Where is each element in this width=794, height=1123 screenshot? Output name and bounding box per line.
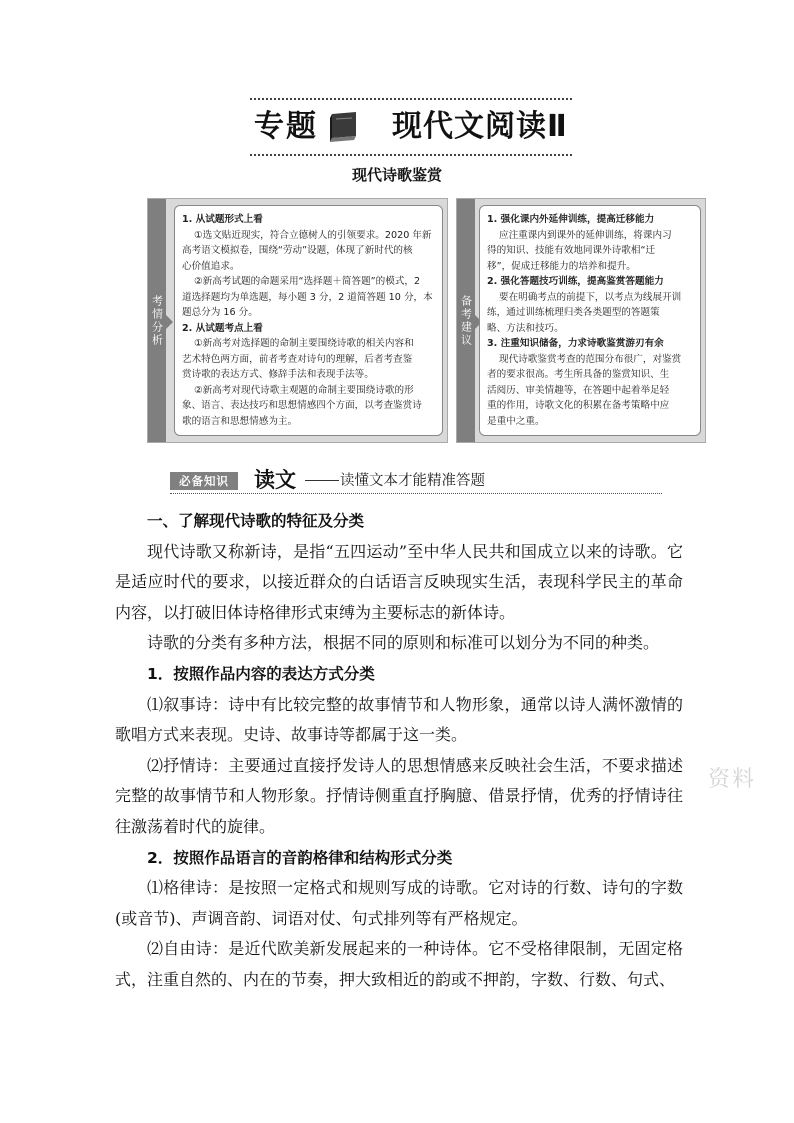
prep-advice-content xyxy=(479,205,701,436)
info-line: 高考语文模拟卷，围绕“劳动”设题，体现了新时代的核 xyxy=(182,245,413,256)
info-line: 现代诗歌鉴赏考查的范围分布很广，对鉴赏 xyxy=(499,353,682,365)
info-line: 心价值追求。 xyxy=(182,260,240,272)
banner-subtitle: 读懂文本才能精准答题 xyxy=(340,473,485,489)
header-prefix: 专题 xyxy=(254,109,318,144)
info-line: 象、语言、表达技巧和思想情感四个方面，以考查鉴赏诗 xyxy=(182,400,422,411)
info-line: ①新高考对选择题的命制主要围绕诗歌的相关内容和 xyxy=(194,338,414,349)
info-line: 歌的语言和思想情感为主。 xyxy=(182,415,298,427)
exam-analysis-content xyxy=(174,205,443,436)
info-heading: 2. 从试题考点上看 xyxy=(182,322,263,334)
paragraph: 现代诗歌又称新诗，是指“五四运动”至中华人民共和国成立以来的诗歌。它是适应时代的要求，以接近群众的白话语言反映现实生活，表现科学民主的革命内容，以打破旧体诗格律形式束缚为主要标志的新体诗。 xyxy=(115,541,683,622)
paragraph: 诗歌的分类有多种方法，根据不同的原则和标准可以划分为不同的种类。 xyxy=(147,633,660,653)
info-line: 道选择题均为单选题，每小题 3 分，2 道简答题 10 分，本 xyxy=(182,291,433,303)
info-heading: 3. 注重知识储备，力求诗歌鉴赏游刃有余 xyxy=(487,338,664,349)
banner-title: 读文 xyxy=(254,468,296,492)
section-banner xyxy=(170,466,662,494)
info-line: 者的要求很高。考生所具备的鉴赏知识、生 xyxy=(487,369,670,380)
header-title: 现代文阅读Ⅱ xyxy=(392,109,568,144)
exam-analysis-label: 考情分析 xyxy=(148,199,166,442)
paragraph: ⑵自由诗：是近代欧美新发展起来的一种诗体。它不受格律限制，无固定格式，注重自然的、内在的节奏，押大致相近的韵或不押韵，字数、行数、句式、 xyxy=(115,939,683,989)
info-line: 应注重课内到课外的延伸训练，将课内习 xyxy=(499,229,672,241)
info-line: 得的知识、技能有效地同课外诗歌相“迁 xyxy=(487,245,656,256)
prep-advice-label: 备考建议 xyxy=(457,199,475,442)
banner-tag: 必备知识 xyxy=(170,472,238,490)
book-icon xyxy=(326,110,360,144)
prep-advice-box xyxy=(456,198,706,443)
exam-analysis-box xyxy=(147,198,448,443)
page-header xyxy=(250,98,572,156)
paragraph: ⑴叙事诗：诗中有比较完整的故事情节和人物形象，通常以诗人满怀激情的歌唱方式来表现。史诗、故事诗等都属于这一类。 xyxy=(115,694,683,745)
info-line: 略、方法和技巧。 xyxy=(487,322,564,334)
page-subtitle: 现代诗歌鉴赏 xyxy=(351,166,442,184)
banner-divider xyxy=(170,493,662,494)
info-heading: 1. 强化课内外延伸训练，提高迁移能力 xyxy=(487,214,655,225)
banner-dash xyxy=(305,480,339,481)
info-heading: 2. 强化答题技巧训练，提高鉴赏答题能力 xyxy=(487,276,664,287)
article-body xyxy=(115,506,683,996)
info-line: 移”，促成迁移能力的培养和提升。 xyxy=(487,260,636,272)
subsection-heading: 1．按照作品内容的表达方式分类 xyxy=(147,664,375,683)
info-line: 重的作用，诗歌文化的积累在备考策略中应 xyxy=(487,400,670,411)
arrow-right-icon xyxy=(166,315,173,329)
info-line: 活阅历、审美情趣等，在答题中起着举足轻 xyxy=(487,384,670,396)
section-heading: 一、了解现代诗歌的特征及分类 xyxy=(147,512,365,530)
info-line: 是重中之重。 xyxy=(487,415,545,427)
info-line: ②新高考对现代诗歌主观题的命制主要围绕诗歌的形 xyxy=(194,384,414,396)
info-heading: 1. 从试题形式上看 xyxy=(182,214,263,225)
subsection-heading: 2．按照作品语言的音韵格律和结构形式分类 xyxy=(147,848,453,867)
info-line: 赏诗歌的表达方式、修辞手法和表现手法等。 xyxy=(182,369,374,380)
info-line: 题总分为 16 分。 xyxy=(182,307,258,318)
info-line: ②新高考试题的命题采用“选择题＋简答题”的模式，2 xyxy=(194,276,421,287)
info-line: ①选文贴近现实，符合立德树人的引领要求。2020 年新 xyxy=(194,229,432,241)
paragraph: ⑴格律诗：是按照一定格式和规则写成的诗歌。它对诗的行数、诗句的字数(或音节)、声调音韵、词语对仗、句式排列等有严格规定。 xyxy=(115,878,683,928)
watermark: 资料 xyxy=(708,767,757,792)
info-line: 练，通过训练梳理归类各类题型的答题策 xyxy=(487,307,660,318)
info-line: 艺术特色两方面，前者考查对诗句的理解，后者考查鉴 xyxy=(182,353,413,365)
info-line: 要在明确考点的前提下，以考点为线展开训 xyxy=(499,291,682,303)
paragraph: ⑵抒情诗：主要通过直接抒发诗人的思想情感来反映社会生活，不要求描述完整的故事情节和人物形象。抒情诗侧重直抒胸臆、借景抒情，优秀的抒情诗往往激荡着时代的旋律。 xyxy=(115,755,683,836)
